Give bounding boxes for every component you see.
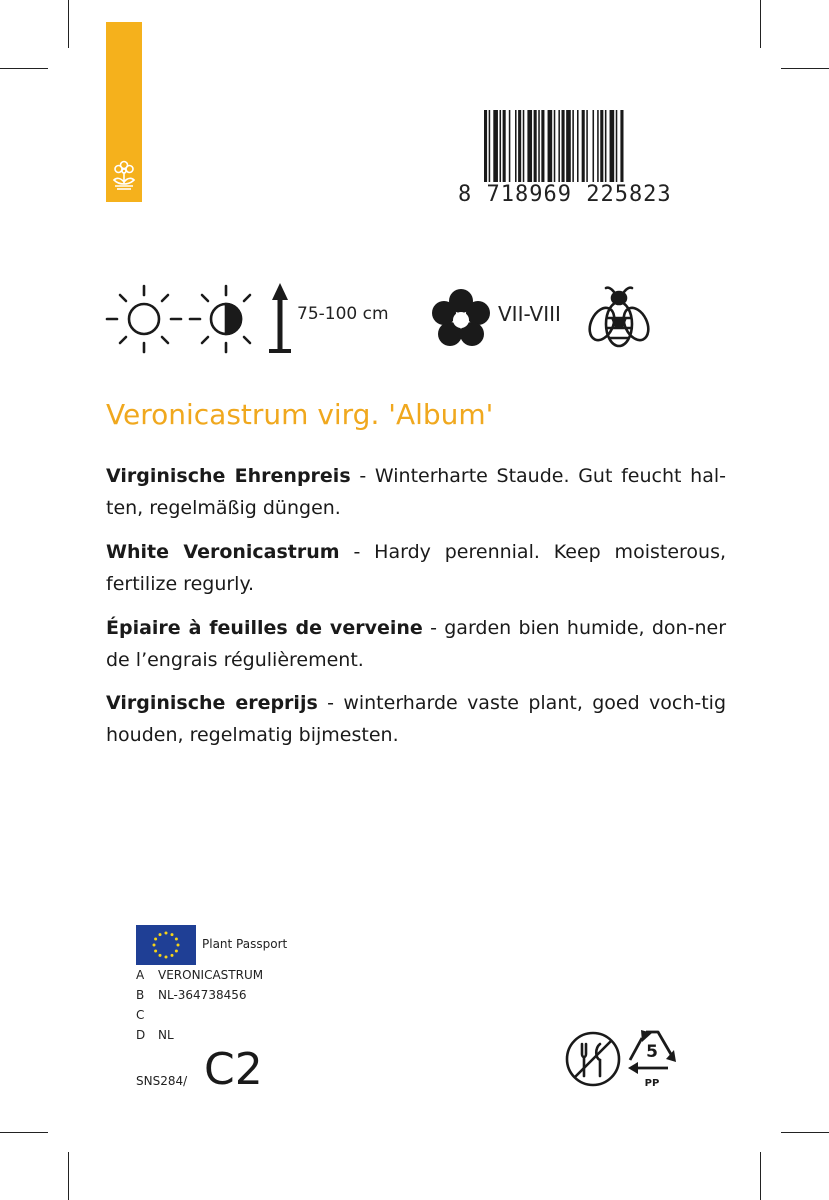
barcode-bar	[500, 110, 502, 182]
eu-flag-icon	[136, 925, 196, 965]
eu-star	[175, 950, 178, 953]
crop-mark	[760, 1152, 761, 1200]
barcode	[458, 110, 708, 210]
eu-star	[154, 950, 157, 953]
sns-code: SNS284/	[136, 1074, 188, 1088]
description-name: White Veronicastrum	[106, 541, 340, 563]
partial-shade-icon	[188, 282, 266, 354]
product-title: Veronicastrum virg. 'Album'	[106, 398, 494, 431]
description-text: - winterharde vaste plant, goed voch-tig houden, regelmatig bijmesten.	[106, 692, 726, 746]
eu-star	[175, 938, 178, 941]
barcode-bar	[518, 110, 521, 182]
care-icons-row	[100, 282, 660, 354]
description-fr	[106, 612, 726, 676]
recycle-material: PP	[644, 1078, 660, 1089]
class-code: C2	[204, 1044, 263, 1095]
barcode-bar	[493, 110, 498, 182]
recycle-number: 5	[646, 1042, 658, 1062]
passport-value: NL	[158, 1028, 174, 1042]
passport-value: VERONICASTRUM	[158, 968, 264, 982]
flower-icon	[430, 288, 492, 350]
eu-star	[159, 933, 162, 936]
barcode-bar	[503, 110, 506, 182]
barcode-bar	[554, 110, 556, 182]
barcode-bar	[620, 110, 623, 182]
barcode-bar	[616, 110, 618, 182]
passport-row	[136, 1008, 158, 1022]
eu-star	[177, 944, 180, 947]
recycling-icon	[624, 1026, 680, 1092]
plant-height: 75-100 cm	[297, 304, 389, 324]
description-text: - garden bien humide, don-ner de l’engrais régulièrement.	[106, 617, 727, 671]
passport-key: A	[136, 968, 145, 982]
barcode-bar	[489, 110, 491, 182]
barcode-bar	[527, 110, 532, 182]
brand-tab	[106, 22, 142, 202]
barcode-bar	[582, 110, 585, 182]
barcode-bar	[509, 110, 511, 182]
eu-star	[159, 954, 162, 957]
crop-mark	[781, 68, 829, 69]
passport-value: NL-364738456	[158, 988, 247, 1002]
height-arrow-icon	[266, 282, 294, 354]
description-name: Virginische ereprijs	[106, 692, 318, 714]
barcode-bar	[577, 110, 579, 182]
description-en	[106, 536, 726, 600]
barcode-number: 8 718969 225823	[458, 182, 672, 207]
barcode-bar	[534, 110, 537, 182]
eu-star	[154, 938, 157, 941]
eu-star	[165, 956, 168, 959]
crop-mark	[760, 0, 761, 48]
barcode-bar	[562, 110, 565, 182]
description-de	[106, 460, 726, 524]
barcode-bar	[523, 110, 525, 182]
crop-mark	[68, 1152, 69, 1200]
barcode-bar	[558, 110, 560, 182]
eu-star	[171, 933, 174, 936]
passport-row	[136, 1028, 174, 1042]
barcode-bar	[593, 110, 595, 182]
barcode-bar	[610, 110, 615, 182]
barcode-bar	[541, 110, 544, 182]
crop-mark	[68, 0, 69, 48]
passport-row	[136, 968, 263, 982]
bloom-months: VII-VIII	[498, 302, 561, 326]
barcode-bars	[458, 110, 708, 182]
barcode-bar	[484, 110, 487, 182]
description-name: Virginische Ehrenpreis	[106, 465, 351, 487]
barcode-bar	[548, 110, 553, 182]
full-sun-icon	[104, 282, 184, 354]
eu-star	[165, 932, 168, 935]
passport-row	[136, 988, 247, 1002]
eu-star	[153, 944, 156, 947]
description-nl	[106, 687, 726, 751]
crop-mark	[0, 1132, 48, 1133]
barcode-bar	[597, 110, 599, 182]
not-food-safe-icon	[564, 1030, 622, 1088]
plant-passport-title: Plant Passport	[202, 937, 288, 951]
barcode-bar	[600, 110, 603, 182]
barcode-bar	[586, 110, 588, 182]
barcode-bar	[538, 110, 540, 182]
barcode-bar	[515, 110, 517, 182]
crop-mark	[0, 68, 48, 69]
bee-icon	[588, 286, 650, 352]
passport-key: C	[136, 1008, 145, 1022]
passport-key: B	[136, 988, 145, 1002]
description-text: - Winterharte Staude. Gut feucht hal-ten, regelmäßig düngen.	[106, 465, 726, 519]
barcode-bar	[572, 110, 574, 182]
eu-star	[171, 954, 174, 957]
description-name: Épiaire à feuilles de verveine	[106, 617, 423, 639]
flower-logo-icon	[112, 160, 136, 190]
barcode-bar	[605, 110, 607, 182]
barcode-bar	[566, 110, 571, 182]
passport-key: D	[136, 1028, 146, 1042]
description-text: - Hardy perennial. Keep moisterous, fertilize regurly.	[106, 541, 727, 595]
crop-mark	[781, 1132, 829, 1133]
